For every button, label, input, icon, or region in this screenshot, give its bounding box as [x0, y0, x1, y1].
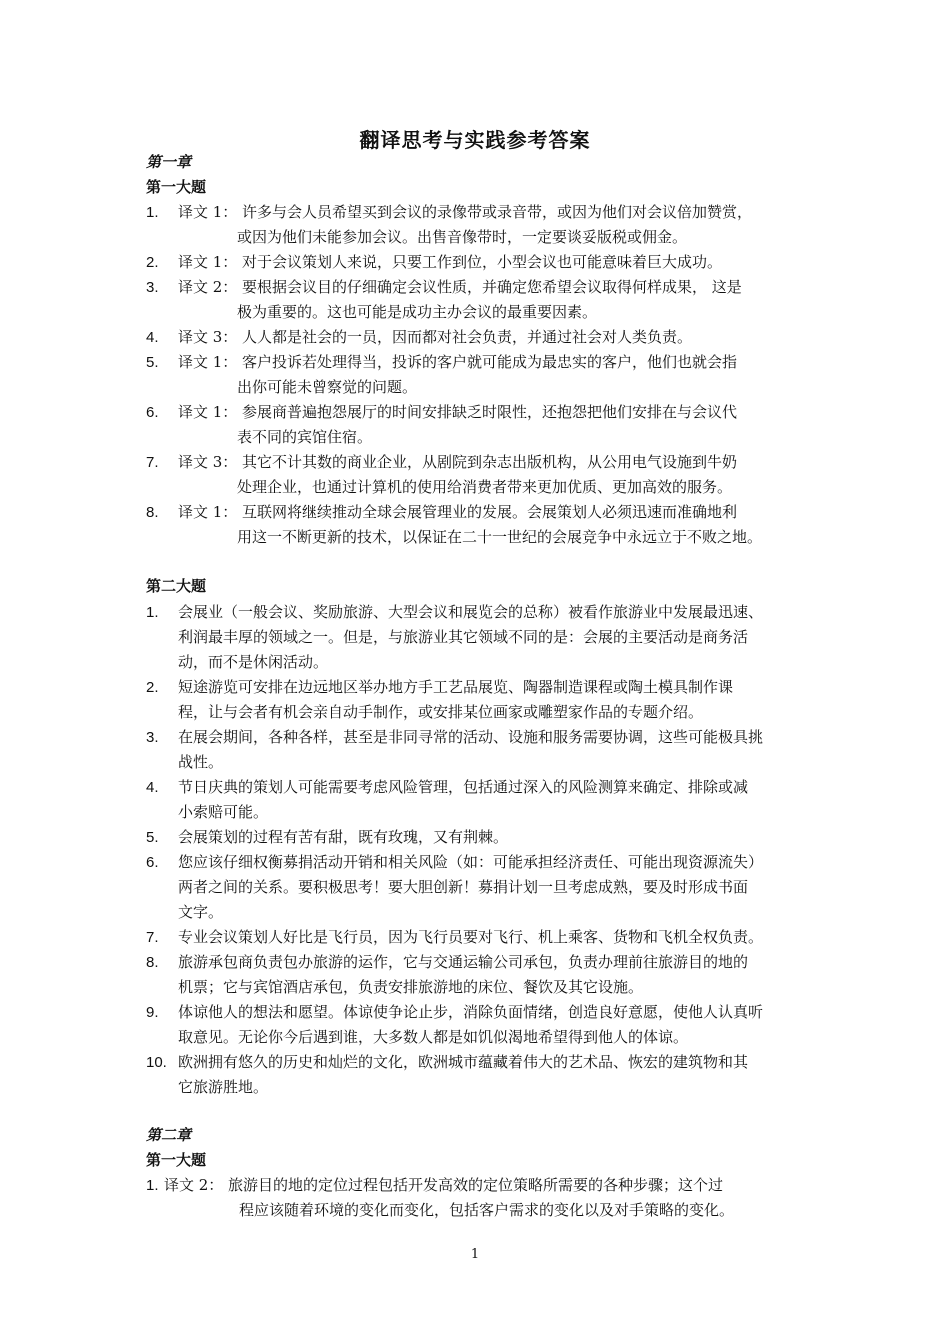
item-number: 8.: [146, 504, 159, 521]
item-prefix: 译文 1：: [178, 503, 238, 521]
item-line: 参展商普遍抱怨展厅的时间安排缺乏时限性，还抱怨把他们安排在与会议代: [242, 403, 738, 421]
item-line: 旅游目的地的定位过程包括开发高效的定位策略所需要的各种步骤；这个过: [228, 1176, 724, 1194]
item-number: 2.: [146, 254, 159, 271]
item-number: 8.: [146, 954, 159, 971]
item-number: 6.: [146, 854, 159, 871]
item-number: 4.: [146, 779, 159, 796]
item-number: 7.: [146, 929, 159, 946]
item-line: 或因为他们未能参加会议。出售音像带时，一定要谈妥版税或佣金。: [237, 228, 688, 246]
item-number: 6.: [146, 404, 159, 421]
item-number: 3.: [146, 729, 159, 746]
item-prefix: 译文 3：: [178, 328, 238, 346]
item-prefix: 译文 1：: [178, 253, 238, 271]
item-line: 会展策划的过程有苦有甜，既有玫瑰，又有荆棘。: [178, 828, 509, 846]
item-number: 9.: [146, 1004, 159, 1021]
item-prefix: 译文 2：: [178, 278, 238, 296]
page-number: 1: [470, 1247, 480, 1262]
item-line: 欧洲拥有悠久的历史和灿烂的文化，欧洲城市蕴藏着伟大的艺术品、恢宏的建筑物和其: [178, 1053, 749, 1071]
item-line: 许多与会人员希望买到会议的录像带或录音带，或因为他们对会议倍加赞赏，: [242, 203, 753, 221]
item-line: 专业会议策划人好比是飞行员，因为飞行员要对飞行、机上乘客、货物和飞机全权负责。: [178, 928, 764, 946]
item-line: 互联网将继续推动全球会展管理业的发展。会展策划人必须迅速而准确地利: [242, 503, 738, 521]
item-line: 您应该仔细权衡募捐活动开销和相关风险（如：可能承担经济责任、可能出现资源流失）: [178, 853, 764, 871]
chapter-1-section-1-heading: 第一大题: [146, 178, 207, 196]
item-line: 体谅他人的想法和愿望。体谅使争论止步，消除负面情绪，创造良好意愿，使他人认真听: [178, 1003, 764, 1021]
item-number: 1.: [146, 604, 159, 621]
item-line: 人人都是社会的一员，因而都对社会负责，并通过社会对人类负责。: [242, 328, 693, 346]
item-prefix: 译文 3：: [178, 453, 238, 471]
item-line: 战性。: [178, 753, 224, 771]
item-line: 利润最丰厚的领域之一。但是，与旅游业其它领域不同的是：会展的主要活动是商务活: [178, 628, 749, 646]
item-line: 程，让与会者有机会亲自动手制作，或安排某位画家或雕塑家作品的专题介绍。: [178, 703, 704, 721]
item-line: 对于会议策划人来说，只要工作到位，小型会议也可能意味着巨大成功。: [242, 253, 723, 271]
item-number: 1.: [146, 204, 159, 221]
chapter-2-heading: 第二章: [146, 1126, 192, 1144]
item-prefix: 译文 1：: [178, 203, 238, 221]
item-line: 两者之间的关系。要积极思考！要大胆创新！募捐计划一旦考虑成熟，要及时形成书面: [178, 878, 749, 896]
item-number: 2.: [146, 679, 159, 696]
item-line: 旅游承包商负责包办旅游的运作，它与交通运输公司承包，负责办理前往旅游目的地的: [178, 953, 749, 971]
item-number: 7.: [146, 454, 159, 471]
item-line: 出你可能未曾察觉的问题。: [237, 378, 418, 396]
item-line: 小索赔可能。: [178, 803, 269, 821]
item-line: 要根据会议目的仔细确定会议性质，并确定您希望会议取得何样成果， 这是: [242, 278, 742, 296]
item-line: 其它不计其数的商业企业，从剧院到杂志出版机构，从公用电气设施到牛奶: [242, 453, 738, 471]
item-line: 文字。: [178, 903, 224, 921]
item-prefix: 译文 2：: [164, 1176, 224, 1194]
item-line: 取意见。无论你今后遇到谁，大多数人都是如饥似渴地希望得到他人的体谅。: [178, 1028, 689, 1046]
item-line: 极为重要的。这也可能是成功主办会议的最重要因素。: [237, 303, 598, 321]
item-number: 10.: [146, 1054, 167, 1071]
chapter-1-heading: 第一章: [146, 153, 192, 171]
chapter-1-section-2-heading: 第二大题: [146, 577, 207, 595]
item-line: 程应该随着环境的变化而变化，包括客户需求的变化以及对手策略的变化。: [239, 1201, 735, 1219]
item-line: 客户投诉若处理得当，投诉的客户就可能成为最忠实的客户，他们也就会指: [242, 353, 738, 371]
item-line: 短途游览可安排在边远地区举办地方手工艺品展览、陶器制造课程或陶土模具制作课: [178, 678, 734, 696]
item-line: 表不同的宾馆住宿。: [237, 428, 373, 446]
item-line: 机票；它与宾馆酒店承包，负责安排旅游地的床位、餐饮及其它设施。: [178, 978, 644, 996]
item-line: 节日庆典的策划人可能需要考虑风险管理，包括通过深入的风险测算来确定、排除或减: [178, 778, 749, 796]
page-title: 翻译思考与实践参考答案: [359, 128, 591, 152]
item-line: 处理企业，也通过计算机的使用给消费者带来更加优质、更加高效的服务。: [237, 478, 733, 496]
item-number: 1.: [146, 1177, 159, 1194]
item-line: 它旅游胜地。: [178, 1078, 269, 1096]
item-line: 用这一不断更新的技术，以保证在二十一世纪的会展竞争中永远立于不败之地。: [237, 528, 763, 546]
item-line: 会展业（一般会议、奖励旅游、大型会议和展览会的总称）被看作旅游业中发展最迅速、: [178, 603, 764, 621]
item-prefix: 译文 1：: [178, 353, 238, 371]
chapter-2-section-1-heading: 第一大题: [146, 1151, 207, 1169]
item-line: 在展会期间，各种各样，甚至是非同寻常的活动、设施和服务需要协调，这些可能极具挑: [178, 728, 764, 746]
item-number: 5.: [146, 354, 159, 371]
item-number: 4.: [146, 329, 159, 346]
item-number: 5.: [146, 829, 159, 846]
item-line: 动，而不是休闲活动。: [178, 653, 329, 671]
item-number: 3.: [146, 279, 159, 296]
item-prefix: 译文 1：: [178, 403, 238, 421]
